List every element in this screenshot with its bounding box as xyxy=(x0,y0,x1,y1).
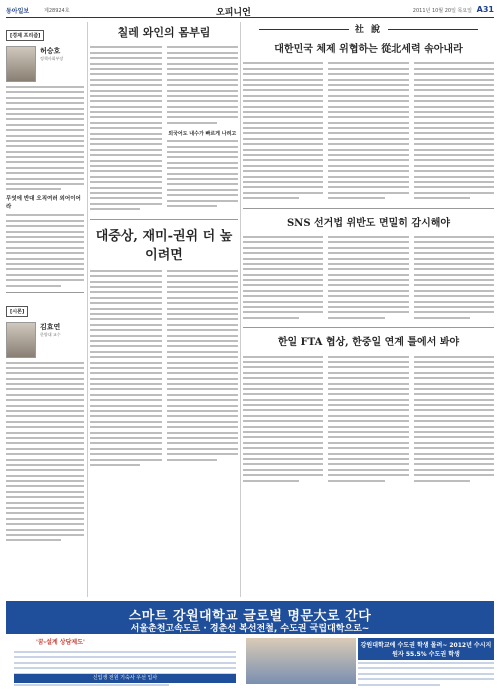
section-title: 오피니언 xyxy=(216,8,251,18)
ad-note: 강원대학교에 수도권 학생 몰려~ 2012년 수시지원자 55.5% 수도권 학생 xyxy=(358,638,494,660)
column-kicker: [시론] xyxy=(6,306,28,317)
article-body xyxy=(167,46,239,123)
divider xyxy=(90,219,238,220)
ad-subheadline: 서울춘천고속도로 · 경춘선 복선전철, 수도권 국립대학으로~ xyxy=(130,624,370,634)
divider xyxy=(243,327,494,328)
article-title: 칠레 와인의 몸부림 xyxy=(117,26,211,39)
column-divider xyxy=(87,22,88,597)
masthead xyxy=(6,5,494,17)
article-subhead: 외국어도 내수가 빠르게 나려고 xyxy=(168,130,237,137)
column-feature xyxy=(90,22,238,469)
author-role: 한양대 교수 xyxy=(40,331,61,337)
article-body xyxy=(167,267,239,470)
editorial-body-2 xyxy=(243,233,494,323)
article-body xyxy=(6,362,84,542)
editorial-title-3: 한일 FTA 협상, 한중일 연계 틀에서 봐야 xyxy=(277,337,460,349)
author-name: 허승호 xyxy=(40,46,61,55)
ad-headline: 스마트 강원대학교 글로벌 명문大로 간다 xyxy=(128,609,372,624)
article-body xyxy=(90,267,162,470)
byline xyxy=(6,46,84,82)
column-kicker: [경제 프리즘] xyxy=(6,30,44,41)
masthead-rule xyxy=(6,17,494,18)
column-divider xyxy=(240,22,241,597)
editorial-title-1: 대한민국 체제 위협하는 從北세력 솎아내라 xyxy=(274,44,463,55)
students-photo xyxy=(246,638,356,684)
editorial-title-2: SNS 선거법 위반도 면밀히 감시해야 xyxy=(286,217,451,229)
editorial-body-3 xyxy=(243,352,494,485)
author-photo xyxy=(6,322,36,358)
article-body xyxy=(6,86,84,190)
author-role: 정책사회부장 xyxy=(40,56,64,61)
author-name: 김효연 xyxy=(40,321,61,331)
issue-date: 2011년 10월 20일 목요일 xyxy=(412,8,472,14)
divider xyxy=(6,292,84,293)
university-advertisement[interactable] xyxy=(6,601,494,687)
page-number: A31 xyxy=(476,5,494,14)
ad-body xyxy=(358,658,494,687)
article-body xyxy=(90,43,162,214)
ad-banner: 신입생 전원 기숙사 우선 입사 xyxy=(14,674,236,683)
byline xyxy=(6,322,84,358)
editorial-label: 社 說 xyxy=(243,22,494,35)
article-body xyxy=(6,214,84,286)
ad-content-band xyxy=(6,634,494,687)
article-subhead: 무엇에 반대 오직여러 외어이어라 xyxy=(6,196,81,211)
article-body xyxy=(167,140,239,207)
ad-tag: '꿈-설계 상담제도' xyxy=(36,639,85,646)
editorial-section xyxy=(243,22,494,485)
column-economy xyxy=(6,22,84,545)
author-photo xyxy=(6,46,36,82)
article-title: 대중상, 재미-권위 더 높이려면 xyxy=(95,228,233,263)
issue-number: 제28924호 xyxy=(44,8,70,14)
divider xyxy=(243,208,494,209)
editorial-body-1 xyxy=(243,59,494,203)
newspaper-name: 동아일보 xyxy=(6,8,30,15)
